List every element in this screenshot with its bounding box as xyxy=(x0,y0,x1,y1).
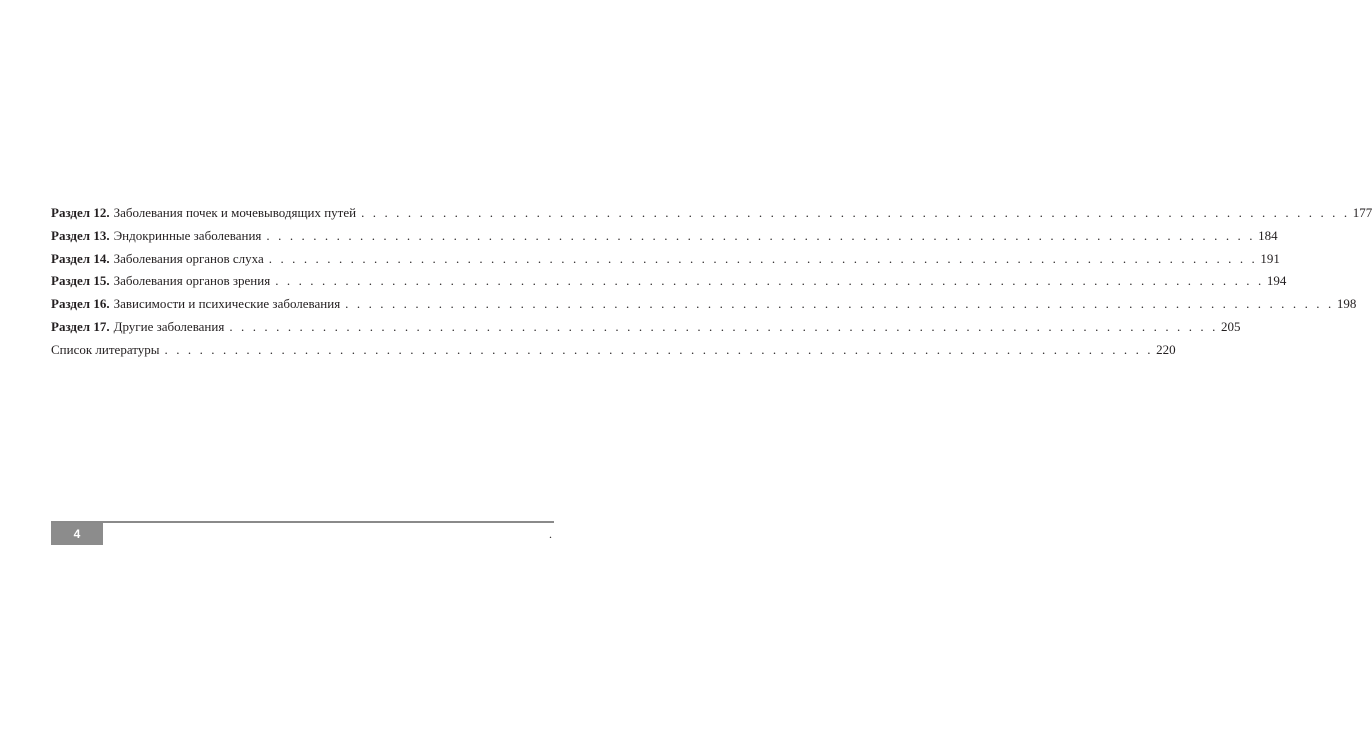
toc-dot-leader: . . . . . . . . . . . . . . . . . . . . . . . . . . . . . . . . . . . . . . . . . . . . . . . . . . . . . . . . . . . . . . . . . . . . . . . . . . . . . . . . . . . . . xyxy=(275,273,1264,289)
toc-dot-leader: . . . . . . . . . . . . . . . . . . . . . . . . . . . . . . . . . . . . . . . . . . . . . . . . . . . . . . . . . . . . . . . . . . . . . . . . . . . . . . . . . . . . . xyxy=(361,205,1350,220)
toc-page-number: 194 xyxy=(1266,273,1287,289)
toc-dot-leader: . . . . . . . . . . . . . . . . . . . . . . . . . . . . . . . . . . . . . . . . . . . . . . . . . . . . . . . . . . . . . . . . . . . . . . . . . . . . . . . . . . . . . xyxy=(164,341,1154,357)
toc-entry-title: Список литературы xyxy=(51,341,160,357)
toc-entry-title: Эндокринные заболевания xyxy=(113,227,262,243)
page-number-badge: 4 xyxy=(51,523,103,545)
toc-section-label: Раздел 13. xyxy=(51,227,110,243)
toc-section-label: Раздел 15. xyxy=(51,273,110,289)
toc-dot-leader: . . . . . . . . . . . . . . . . . . . . . . . . . . . . . . . . . . . . . . . . . . . . . . . . . . . . . . . . . . . . . . . . . . . . . . . . . . . . . . . . . . . . . xyxy=(266,227,1256,243)
toc-entry-title: Зависимости и психические заболевания xyxy=(113,296,341,312)
toc-dot-leader: . . . . . . . . . . . . . . . . . . . . . . . . . . . . . . . . . . . . . . . . . . . . . . . . . . . . . . . . . . . . . . . . . . . . . . . . . . . . . . . . . . . . . xyxy=(268,250,1258,266)
toc-page-number: 205 xyxy=(1220,318,1241,334)
toc-page-number: 184 xyxy=(1258,227,1278,243)
toc-entry-title: Заболевания почек и мочевыводящих путей xyxy=(113,205,357,220)
toc-entry-section-15[interactable] xyxy=(51,270,1287,293)
toc-section-label: Раздел 16. xyxy=(51,296,110,312)
toc-entry-title: Заболевания органов зрения xyxy=(113,273,271,289)
toc-entry-title: Другие заболевания xyxy=(113,318,225,334)
toc-page-number: 198 xyxy=(1336,296,1357,312)
toc-entry-section-16[interactable] xyxy=(51,293,1357,316)
toc-entry-section-17[interactable] xyxy=(51,316,1241,339)
toc-page-number: 177 xyxy=(1352,205,1372,220)
table-of-contents xyxy=(51,202,1372,362)
toc-section-label: Раздел 12. xyxy=(51,205,110,220)
toc-section-label: Раздел 14. xyxy=(51,250,110,266)
toc-entry-section-14[interactable] xyxy=(51,248,1280,271)
footer-rule xyxy=(51,521,554,523)
toc-entry-title: Заболевания органов слуха xyxy=(113,250,264,266)
toc-entry-references[interactable] xyxy=(51,339,1176,362)
toc-entry-section-13[interactable] xyxy=(51,225,1278,248)
toc-entry-section-12[interactable] xyxy=(51,202,1372,225)
toc-section-label: Раздел 17. xyxy=(51,318,110,334)
toc-dot-leader: . . . . . . . . . . . . . . . . . . . . . . . . . . . . . . . . . . . . . . . . . . . . . . . . . . . . . . . . . . . . . . . . . . . . . . . . . . . . . . . . . . . . . xyxy=(229,318,1218,334)
toc-dot-leader: . . . . . . . . . . . . . . . . . . . . . . . . . . . . . . . . . . . . . . . . . . . . . . . . . . . . . . . . . . . . . . . . . . . . . . . . . . . . . . . . . . . . . xyxy=(345,296,1334,312)
toc-page-number: 220 xyxy=(1156,341,1176,357)
footer-mark: . xyxy=(549,527,552,541)
toc-page-number: 191 xyxy=(1260,250,1280,266)
